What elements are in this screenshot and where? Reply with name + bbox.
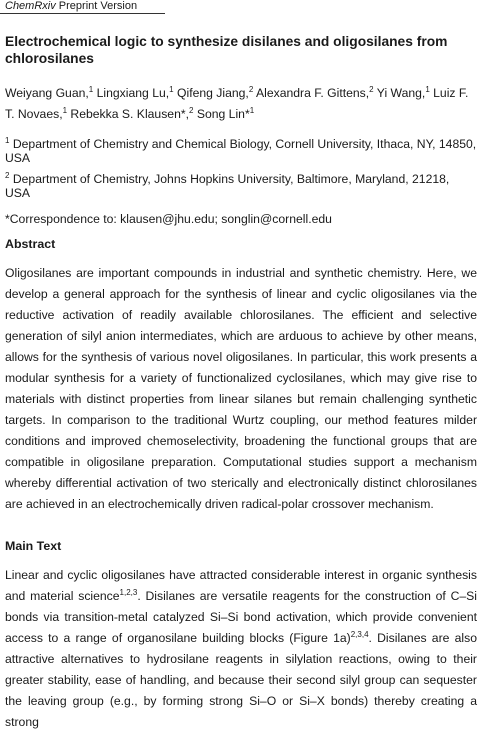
affiliation-2: $^2$ Department of Chemistry, Johns Hopkins University, Baltimore, Maryland, 21218, USA xyxy=(5,171,450,201)
preprint-brand: ChemRxiv xyxy=(5,0,56,12)
author: Luiz F. T. Novaes,$^1$ xyxy=(5,86,469,122)
paper-page xyxy=(5,33,477,733)
affiliation-1: $^1$ Department of Chemistry and Chemical Biology, Cornell University, Ithaca, NY, 14850, USA xyxy=(5,136,477,166)
main-text-paragraph: Linear and cyclic oligosilanes have attracted considerable interest in organic synthesis and material science$^{1,2,3}$. Disilanes are versatile reagents for the construction of C–Si bonds via transition-metal catalyzed Si–Si bond activation, which provide convenient access to a range of organosilane building blocks (Figure 1a)$^{2,3,4}$. Disilanes are also attractive alternatives to hydrosilane reagents in silylation reactions, owing to their greater stability, ease of handling, and because their second silyl group can sequester the leaving group (e.g., by forming strong Si–O or Si–X bonds) thereby creating a strong xyxy=(5,568,477,730)
citation: 1,2,3 xyxy=(119,588,138,598)
author: Alexandra F. Gittens,$^2$ xyxy=(256,85,374,101)
author: Lingxiang Lu,$^1$ xyxy=(96,85,174,101)
main-text-heading: Main Text xyxy=(5,539,62,554)
author: Rebekka S. Klausen*,$^2$ xyxy=(70,106,194,122)
citation: 2,3,4 xyxy=(350,630,369,640)
author-list xyxy=(5,81,477,123)
abstract-text: Oligosilanes are important compounds in industrial and synthetic chemistry. Here, we develop a general approach for the synthesis of linear and cyclic oligosilanes via the reductive activation of readily available chlorosilanes. The efficient and selective generation of silyl anion intermediates, which are arduous to achieve by other means, allows for the synthesis of various novel oligosilanes. In particular, this work presents a modular synthesis for a variety of functionalized cyclosilanes, which may give rise to materials with distinct properties from linear silanes but remain challenging synthetic targets. In comparison to the traditional Wurtz coupling, our method features milder conditions and improved chemoselectivity, broadening the functional groups that are compatible in oligosilane preparation. Computational studies support a mechanism whereby differential activation of two sterically and electronically distinct chlorosilanes are achieved in an electrochemically driven radical-polar crossover mechanism. xyxy=(5,266,477,512)
header-rule xyxy=(0,13,165,14)
author: Yi Wang,$^1$ xyxy=(376,85,430,101)
author: Song Lin*$^1$ xyxy=(196,106,255,122)
author: Weiyang Guan,$^1$ xyxy=(5,85,94,101)
preprint-label: Preprint Version xyxy=(58,0,138,12)
author: Qifeng Jiang,$^2$ xyxy=(177,85,254,101)
paper-title: Electrochemical logic to synthesize disilanes and oligosilanes from chlorosilanes xyxy=(5,34,448,66)
preprint-header xyxy=(0,0,484,12)
abstract-heading: Abstract xyxy=(5,237,56,252)
correspondence: *Correspondence to: klausen@jhu.edu; songlin@cornell.edu xyxy=(5,212,332,227)
